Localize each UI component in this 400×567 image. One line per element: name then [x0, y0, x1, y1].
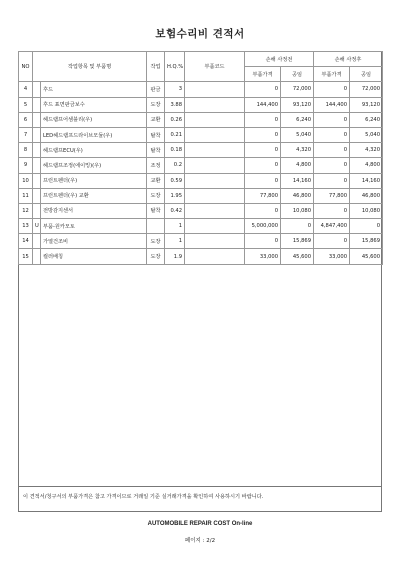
header-before-assessment: 손해 사정전 — [245, 52, 314, 67]
table-row — [19, 173, 383, 188]
row-hq: 0.42 — [165, 203, 185, 218]
row-item-name: 후드 표면판금보수 — [41, 97, 147, 112]
row-flag — [33, 188, 41, 203]
row-work-type: 탈착 — [147, 127, 165, 142]
row-after-price: 33,000 — [314, 249, 350, 264]
row-hq: 0.26 — [165, 112, 185, 127]
row-part-code — [185, 249, 245, 264]
row-after-price: 0 — [314, 143, 350, 158]
row-before-labor: 4,800 — [281, 158, 314, 173]
row-after-price: 0 — [314, 158, 350, 173]
table-row — [19, 97, 383, 112]
row-before-labor: 72,000 — [281, 82, 314, 97]
row-item-name: 후드 — [41, 82, 147, 97]
header-no: NO — [19, 52, 33, 82]
row-part-code — [185, 127, 245, 142]
row-flag — [33, 112, 41, 127]
row-item-name: 헤드램프어셈블리(우) — [41, 112, 147, 127]
row-work-type: 교환 — [147, 112, 165, 127]
row-after-labor: 5,040 — [350, 127, 383, 142]
row-part-code — [185, 219, 245, 234]
table-body — [19, 82, 383, 264]
row-after-price: 0 — [314, 203, 350, 218]
header-after-labor: 공임 — [350, 67, 383, 82]
row-item-name: 프런트펜더(우) — [41, 173, 147, 188]
row-hq: 1.9 — [165, 249, 185, 264]
row-before-price: 5,000,000 — [245, 219, 281, 234]
row-hq: 0.2 — [165, 158, 185, 173]
table-row — [19, 219, 383, 234]
row-after-labor: 4,800 — [350, 158, 383, 173]
row-before-price: 0 — [245, 127, 281, 142]
row-before-labor: 5,040 — [281, 127, 314, 142]
row-flag — [33, 173, 41, 188]
row-before-labor: 14,160 — [281, 173, 314, 188]
row-before-labor: 0 — [281, 219, 314, 234]
row-work-type: 도장 — [147, 188, 165, 203]
table-row — [19, 143, 383, 158]
row-hq: 0.21 — [165, 127, 185, 142]
row-work-type — [147, 219, 165, 234]
row-item-name: 전방감지센서 — [41, 203, 147, 218]
header-work: 작업 — [147, 52, 165, 82]
row-no: 6 — [19, 112, 33, 127]
row-hq: 3.88 — [165, 97, 185, 112]
row-part-code — [185, 203, 245, 218]
header-after-assessment: 손해 사정후 — [314, 52, 383, 67]
row-part-code — [185, 173, 245, 188]
row-hq: 1 — [165, 219, 185, 234]
row-no: 10 — [19, 173, 33, 188]
row-no: 13 — [19, 219, 33, 234]
row-before-labor: 93,120 — [281, 97, 314, 112]
row-part-code — [185, 97, 245, 112]
estimate-table — [18, 51, 383, 265]
table-row — [19, 112, 383, 127]
table-row — [19, 234, 383, 249]
table-row — [19, 158, 383, 173]
table-header — [19, 52, 383, 82]
table-row — [19, 249, 383, 264]
table-row — [19, 82, 383, 97]
row-before-labor: 45,600 — [281, 249, 314, 264]
table-row — [19, 127, 383, 142]
row-no: 7 — [19, 127, 33, 142]
row-work-type: 탈착 — [147, 143, 165, 158]
row-hq: 1 — [165, 234, 185, 249]
row-after-labor: 93,120 — [350, 97, 383, 112]
row-before-labor: 46,800 — [281, 188, 314, 203]
row-no: 15 — [19, 249, 33, 264]
row-after-labor: 14,160 — [350, 173, 383, 188]
row-hq: 0.59 — [165, 173, 185, 188]
row-before-labor: 15,869 — [281, 234, 314, 249]
header-hq: H.Q.% — [165, 52, 185, 82]
row-flag — [33, 249, 41, 264]
row-hq: 3 — [165, 82, 185, 97]
row-item-name: 부품-원카모토 — [41, 219, 147, 234]
row-before-price: 0 — [245, 173, 281, 188]
row-flag — [33, 158, 41, 173]
row-hq: 1.95 — [165, 188, 185, 203]
row-after-price: 0 — [314, 234, 350, 249]
row-part-code — [185, 143, 245, 158]
header-item: 작업항목 및 부품명 — [33, 52, 147, 82]
header-before-labor: 공임 — [281, 67, 314, 82]
row-before-labor: 10,080 — [281, 203, 314, 218]
row-flag — [33, 127, 41, 142]
row-flag — [33, 143, 41, 158]
row-after-labor: 10,080 — [350, 203, 383, 218]
row-no: 9 — [19, 158, 33, 173]
row-flag: U — [33, 219, 41, 234]
header-before-price: 부품가격 — [245, 67, 281, 82]
row-no: 11 — [19, 188, 33, 203]
row-before-price: 0 — [245, 82, 281, 97]
row-after-price: 0 — [314, 112, 350, 127]
row-no: 4 — [19, 82, 33, 97]
row-item-name: 헤드램프조정(에이밍)(우) — [41, 158, 147, 173]
row-hq: 0.18 — [165, 143, 185, 158]
table-row — [19, 188, 383, 203]
row-part-code — [185, 82, 245, 97]
row-part-code — [185, 112, 245, 127]
row-before-price: 0 — [245, 158, 281, 173]
row-before-price: 0 — [245, 143, 281, 158]
header-code: 부품코드 — [185, 52, 245, 82]
row-work-type: 탈착 — [147, 203, 165, 218]
price-notice: 이 견적서/청구서의 부품가격은 참고 가격이므로 거래일 기준 실거래가격을 확인하여 사용하시기 바랍니다. — [18, 486, 382, 512]
footer-brand: AUTOMOBILE REPAIR COST On-line — [147, 521, 253, 527]
row-item-name: 헤드램프ECU(우) — [41, 143, 147, 158]
row-flag — [33, 203, 41, 218]
row-before-price: 0 — [245, 234, 281, 249]
row-before-price: 0 — [245, 203, 281, 218]
row-after-labor: 6,240 — [350, 112, 383, 127]
row-after-price: 77,800 — [314, 188, 350, 203]
row-after-price: 0 — [314, 82, 350, 97]
row-after-labor: 15,869 — [350, 234, 383, 249]
row-before-labor: 6,240 — [281, 112, 314, 127]
row-after-labor: 4,320 — [350, 143, 383, 158]
row-work-type: 도장 — [147, 249, 165, 264]
row-flag — [33, 97, 41, 112]
row-before-price: 144,400 — [245, 97, 281, 112]
row-no: 5 — [19, 97, 33, 112]
row-after-price: 0 — [314, 127, 350, 142]
row-item-name: 가열건조비 — [41, 234, 147, 249]
row-item-name: 컬러배칭 — [41, 249, 147, 264]
row-before-labor: 4,320 — [281, 143, 314, 158]
row-before-price: 33,000 — [245, 249, 281, 264]
row-work-type: 도장 — [147, 234, 165, 249]
row-before-price: 0 — [245, 112, 281, 127]
row-after-labor: 45,600 — [350, 249, 383, 264]
table-row — [19, 203, 383, 218]
row-after-price: 0 — [314, 173, 350, 188]
row-after-labor: 72,000 — [350, 82, 383, 97]
row-item-name: 프런트펜더(우) 교환 — [41, 188, 147, 203]
row-after-price: 4,847,400 — [314, 219, 350, 234]
row-flag — [33, 234, 41, 249]
page-number: 페이지 : 2/2 — [184, 538, 216, 544]
row-part-code — [185, 234, 245, 249]
row-flag — [33, 82, 41, 97]
row-part-code — [185, 158, 245, 173]
row-after-price: 144,400 — [314, 97, 350, 112]
row-after-labor: 0 — [350, 219, 383, 234]
row-item-name: LED헤드램프드라이브모듈(우) — [41, 127, 147, 142]
row-no: 12 — [19, 203, 33, 218]
row-work-type: 교환 — [147, 173, 165, 188]
row-work-type: 도장 — [147, 97, 165, 112]
row-before-price: 77,800 — [245, 188, 281, 203]
row-after-labor: 46,800 — [350, 188, 383, 203]
header-after-price: 부품가격 — [314, 67, 350, 82]
row-work-type: 조정 — [147, 158, 165, 173]
row-part-code — [185, 188, 245, 203]
document-title: 보험수리비 견적서 — [155, 28, 245, 40]
row-no: 14 — [19, 234, 33, 249]
row-no: 8 — [19, 143, 33, 158]
row-work-type: 판금 — [147, 82, 165, 97]
